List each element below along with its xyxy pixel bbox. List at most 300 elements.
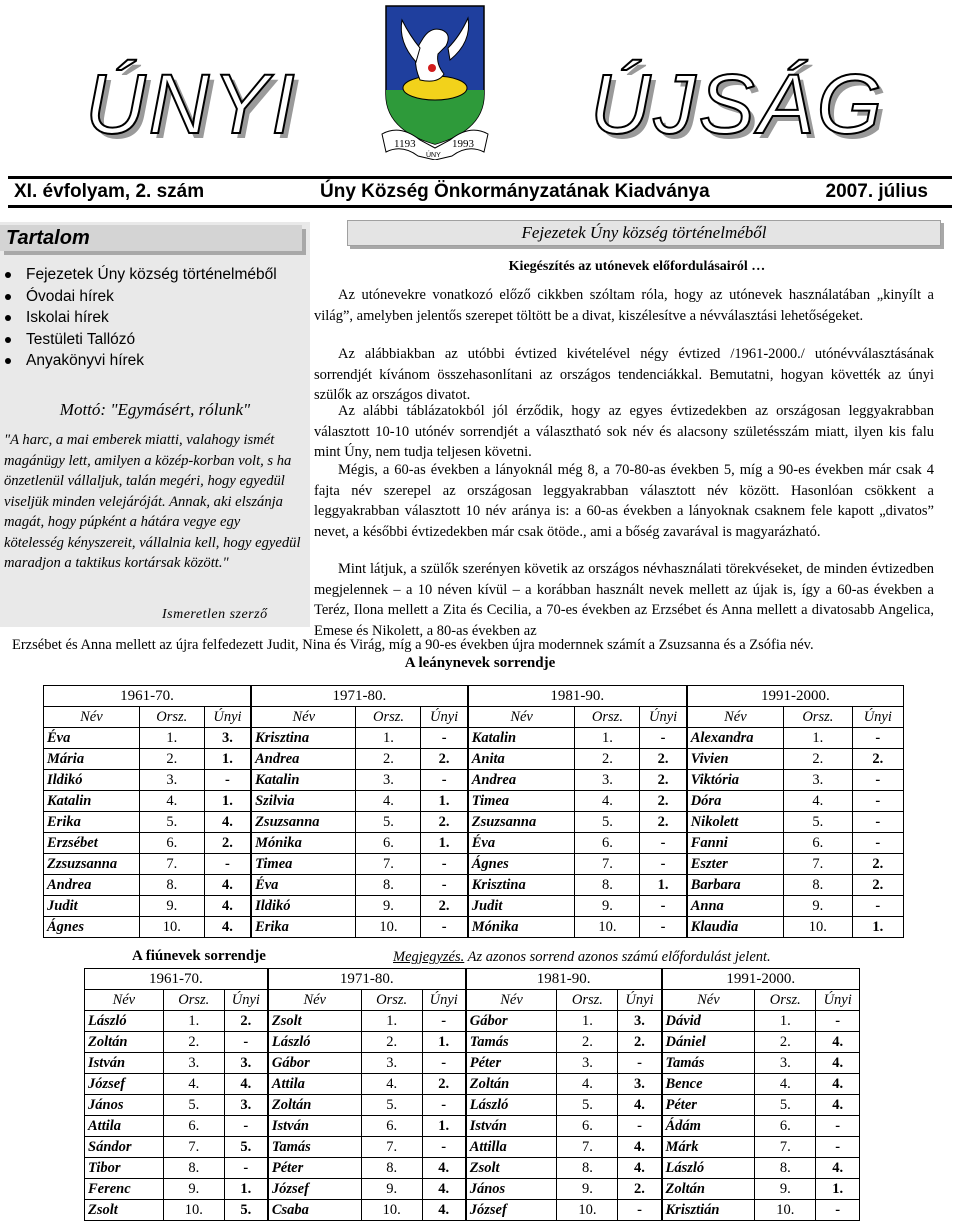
name-cell: József [85,1074,164,1095]
local-count-cell: 2. [852,854,903,875]
name-cell: Barbara [687,875,784,896]
national-rank-cell: 6. [139,833,204,854]
national-rank-cell: 2. [163,1032,224,1053]
local-count-cell: 1. [422,1032,466,1053]
section-heading: Fejezetek Úny község történelméből [347,220,941,246]
table-row [44,791,904,812]
national-rank-cell: 9. [557,1179,618,1200]
national-rank-cell: 10. [755,1200,816,1221]
girls-names-table [43,685,904,938]
town-crest-emblem [380,2,490,160]
name-cell: Alexandra [687,728,784,749]
table-row [85,1179,860,1200]
name-cell: Attila [268,1074,361,1095]
column-header: Név [468,707,575,728]
name-cell: István [85,1053,164,1074]
name-cell: Anna [687,896,784,917]
national-rank-cell: 2. [755,1032,816,1053]
local-count-cell: - [852,770,903,791]
column-header: Únyi [852,707,903,728]
local-count-cell: 2. [618,1032,662,1053]
table-row [85,1074,860,1095]
local-count-cell: - [224,1116,268,1137]
column-header: Név [268,990,361,1011]
column-header: Orsz. [361,990,422,1011]
national-rank-cell: 7. [755,1137,816,1158]
table-row [85,1158,860,1179]
local-count-cell: 2. [640,791,687,812]
name-cell: Zoltán [466,1074,557,1095]
national-rank-cell: 1. [755,1011,816,1032]
national-rank-cell: 1. [784,728,852,749]
toc-item[interactable]: Óvodai hírek [0,286,277,308]
name-cell: László [466,1095,557,1116]
toc-item[interactable]: Anyakönyvi hírek [0,350,277,372]
local-count-cell: 4. [204,812,251,833]
national-rank-cell: 9. [755,1179,816,1200]
local-count-cell: - [422,1053,466,1074]
local-count-cell: - [816,1116,860,1137]
motto-text: "A harc, a mai emberek miatti, valahogy ismét magánügy lett, amilyen a közép-korban volt, s ha önzetlenül vállaljuk, talán megéri, hogy egyedül viseljük minden velejáróját. Annak, aki elszánja magát, hogy púpként a hátára vegye egy kötelesség kényszereit, vállalnia kell, hogy egyedül maradjon a taktikus kortársak között." [4,432,301,571]
local-count-cell: 4. [224,1074,268,1095]
national-rank-cell: 10. [557,1200,618,1221]
local-count-cell: 2. [421,749,468,770]
national-rank-cell: 7. [139,854,204,875]
name-cell: Timea [468,791,575,812]
column-header: Név [85,990,164,1011]
national-rank-cell: 9. [575,896,640,917]
article-subtitle: Kiegészítés az utónevek előfordulásairól … [508,259,766,274]
name-cell: Vivien [687,749,784,770]
name-cell: Katalin [251,770,356,791]
name-cell: Dávid [662,1011,755,1032]
name-cell: Zsuzsanna [251,812,356,833]
local-count-cell: 4. [204,875,251,896]
column-header-row [85,990,860,1011]
name-cell: Éva [44,728,140,749]
national-rank-cell: 4. [575,791,640,812]
national-rank-cell: 6. [356,833,421,854]
local-count-cell: - [422,1137,466,1158]
column-header: Orsz. [784,707,852,728]
name-cell: Ildikó [251,896,356,917]
local-count-cell: - [852,812,903,833]
national-rank-cell: 4. [139,791,204,812]
name-cell: József [268,1179,361,1200]
local-count-cell: 1. [421,791,468,812]
name-cell: Fanni [687,833,784,854]
name-cell: Erzsébet [44,833,140,854]
crest-year-left: 1193 [394,138,416,150]
local-count-cell: - [224,1032,268,1053]
article-paragraph: Az utónevekre vonatkozó előző cikkben szóltam róla, hogy az utónevek használatában „kinyílt a világ”, amelyben jelentős szerepet töltött be a divat, kiszélesítve a névválasztási lehetőségeket. [314,287,934,324]
national-rank-cell: 8. [356,875,421,896]
name-cell: Tibor [85,1158,164,1179]
column-header-row [44,707,904,728]
local-count-cell: - [852,728,903,749]
local-count-cell: 4. [816,1032,860,1053]
period-header: 1961-70. [44,686,252,707]
name-cell: István [466,1116,557,1137]
crest-town-name: ÚNY [426,152,441,159]
name-cell: Katalin [468,728,575,749]
boys-table-title: A fiúnevek sorrendje [132,948,266,964]
name-cell: Bence [662,1074,755,1095]
local-count-cell: - [204,854,251,875]
crest-red-drop [428,64,436,72]
local-count-cell: 4. [422,1158,466,1179]
name-cell: Ferenc [85,1179,164,1200]
national-rank-cell: 1. [575,728,640,749]
article-paragraph: Az alábbi táblázatokból jól érződik, hogy az egyes évtizedekben az országosan leggyakrabban választott 10-10 utónév sorrendjét a választható sok név és alacsony születésszám miatt, ilyen kis falu mint Úny, nem tudja teljesen követni. [314,403,934,461]
period-header-row [44,686,904,707]
name-cell: Sándor [85,1137,164,1158]
note-lead: Megjegyzés. [393,949,465,965]
local-count-cell: 2. [422,1074,466,1095]
national-rank-cell: 8. [755,1158,816,1179]
national-rank-cell: 2. [575,749,640,770]
local-count-cell: 5. [224,1200,268,1221]
column-header: Orsz. [163,990,224,1011]
name-cell: Andrea [468,770,575,791]
table-row [44,770,904,791]
toc-item[interactable]: Iskolai hírek [0,307,277,329]
local-count-cell: 5. [224,1137,268,1158]
national-rank-cell: 1. [557,1011,618,1032]
name-cell: János [85,1095,164,1116]
table-row [44,749,904,770]
national-rank-cell: 3. [163,1053,224,1074]
name-cell: Zsuzsanna [468,812,575,833]
national-rank-cell: 9. [356,896,421,917]
boys-names-table [84,968,860,1221]
name-cell: Attilla [466,1137,557,1158]
name-cell: Ildikó [44,770,140,791]
national-rank-cell: 2. [356,749,421,770]
local-count-cell: 4. [204,896,251,917]
local-count-cell: - [618,1116,662,1137]
table-row [44,875,904,896]
national-rank-cell: 2. [784,749,852,770]
name-cell: Dóra [687,791,784,812]
national-rank-cell: 6. [557,1116,618,1137]
national-rank-cell: 5. [575,812,640,833]
article-paragraph: Az alábbiakban az utóbbi évtized kivételével négy évtized /1961-2000./ utónévválasztásának sorrendjét kívánom összehasonlítani az országos tendenciákkal. Bemutatni, hogyan követték az únyi szülők az országos divatot. [314,346,934,404]
local-count-cell: - [224,1158,268,1179]
local-count-cell: 2. [640,749,687,770]
name-cell: Judit [44,896,140,917]
period-header: 1991-2000. [687,686,904,707]
national-rank-cell: 6. [163,1116,224,1137]
local-count-cell: 2. [852,749,903,770]
local-count-cell: 2. [852,875,903,896]
local-count-cell: 3. [204,728,251,749]
column-header: Únyi [204,707,251,728]
issue-publisher: Úny Község Önkormányzatának Kiadványa [320,181,710,202]
name-cell: István [268,1116,361,1137]
name-cell: Eszter [687,854,784,875]
local-count-cell: - [421,854,468,875]
local-count-cell: - [640,728,687,749]
national-rank-cell: 9. [139,896,204,917]
local-count-cell: 3. [618,1011,662,1032]
name-cell: Klaudia [687,917,784,938]
national-rank-cell: 4. [361,1074,422,1095]
local-count-cell: 1. [204,791,251,812]
national-rank-cell: 10. [163,1200,224,1221]
toc-title: Tartalom [0,225,302,251]
national-rank-cell: 10. [356,917,421,938]
issue-date: 2007. július [825,181,928,202]
local-count-cell: 2. [640,812,687,833]
table-row [85,1032,860,1053]
local-count-cell: 1. [204,749,251,770]
national-rank-cell: 5. [139,812,204,833]
local-count-cell: - [852,896,903,917]
name-cell: Tamás [466,1032,557,1053]
name-cell: Timea [251,854,356,875]
name-cell: Csaba [268,1200,361,1221]
local-count-cell: - [816,1137,860,1158]
name-cell: Péter [268,1158,361,1179]
name-cell: Zsolt [268,1011,361,1032]
national-rank-cell: 10. [784,917,852,938]
column-header: Név [687,707,784,728]
local-count-cell: 1. [224,1179,268,1200]
local-count-cell: - [421,917,468,938]
national-rank-cell: 6. [755,1116,816,1137]
national-rank-cell: 3. [755,1053,816,1074]
national-rank-cell: 1. [163,1011,224,1032]
national-rank-cell: 1. [361,1011,422,1032]
local-count-cell: 3. [224,1095,268,1116]
local-count-cell: - [640,854,687,875]
name-cell: Attila [85,1116,164,1137]
national-rank-cell: 5. [356,812,421,833]
name-cell: Tamás [662,1053,755,1074]
local-count-cell: - [421,875,468,896]
name-cell: Zoltán [268,1095,361,1116]
table-row [85,1011,860,1032]
national-rank-cell: 6. [575,833,640,854]
national-rank-cell: 6. [361,1116,422,1137]
name-cell: Zzsuzsanna [44,854,140,875]
contents-sidebar [0,222,310,627]
name-cell: Gábor [466,1011,557,1032]
national-rank-cell: 8. [784,875,852,896]
national-rank-cell: 4. [755,1074,816,1095]
national-rank-cell: 6. [784,833,852,854]
masthead-title-right: ÚJSÁG [590,57,886,151]
name-cell: Erika [251,917,356,938]
name-cell: Nikolett [687,812,784,833]
motto-author: Ismeretlen szerző [162,607,268,622]
national-rank-cell: 10. [361,1200,422,1221]
local-count-cell: 4. [816,1053,860,1074]
name-cell: Mónika [251,833,356,854]
column-header: Orsz. [356,707,421,728]
period-header-row [85,969,860,990]
table-note [393,949,771,966]
name-cell: Andrea [251,749,356,770]
name-cell: László [85,1011,164,1032]
local-count-cell: 4. [816,1158,860,1179]
national-rank-cell: 8. [163,1158,224,1179]
name-cell: Andrea [44,875,140,896]
local-count-cell: 4. [422,1200,466,1221]
table-row [85,1053,860,1074]
period-header: 1991-2000. [662,969,860,990]
local-count-cell: 4. [618,1137,662,1158]
period-header: 1961-70. [85,969,268,990]
table-row [85,1200,860,1221]
name-cell: Viktória [687,770,784,791]
article-paragraph: Mint látjuk, a szülők szerényen követik az országos névhasználati törekvéseket, de minden évtizedben megjelennek – a 10 néven kívül – a korábban használt nevek mellett az újak is, így a 60-as években a Teréz, Ilona mellett a Zita és Cecilia, a 70-es években az Erzsébet és Anna mellett a divatosabb Angelica, Emese és Nikolett, a 80-as években az [314,561,934,639]
local-count-cell: 2. [224,1011,268,1032]
issue-info-bar [8,176,952,208]
local-count-cell: 4. [816,1074,860,1095]
name-cell: Ádám [662,1116,755,1137]
column-header: Orsz. [139,707,204,728]
name-cell: Márk [662,1137,755,1158]
local-count-cell: 1. [640,875,687,896]
column-header: Orsz. [557,990,618,1011]
column-header: Orsz. [755,990,816,1011]
national-rank-cell: 8. [139,875,204,896]
motto-title: Mottó: "Egymásért, rólunk" [59,400,251,419]
national-rank-cell: 7. [784,854,852,875]
national-rank-cell: 2. [139,749,204,770]
name-cell: Erika [44,812,140,833]
name-cell: Zoltán [662,1179,755,1200]
table-row [44,812,904,833]
national-rank-cell: 7. [361,1137,422,1158]
table-row [44,854,904,875]
name-cell: László [662,1158,755,1179]
national-rank-cell: 10. [575,917,640,938]
local-count-cell: 2. [421,812,468,833]
column-header: Únyi [224,990,268,1011]
local-count-cell: 1. [852,917,903,938]
period-header: 1981-90. [468,686,687,707]
national-rank-cell: 3. [575,770,640,791]
name-cell: Éva [251,875,356,896]
name-cell: Mónika [468,917,575,938]
national-rank-cell: 1. [356,728,421,749]
column-header: Únyi [421,707,468,728]
name-cell: Péter [662,1095,755,1116]
period-header: 1971-80. [251,686,468,707]
national-rank-cell: 3. [356,770,421,791]
name-cell: Zoltán [85,1032,164,1053]
local-count-cell: 4. [204,917,251,938]
name-cell: Gábor [268,1053,361,1074]
name-cell: Péter [466,1053,557,1074]
column-header: Únyi [640,707,687,728]
local-count-cell: - [640,833,687,854]
local-count-cell: 4. [816,1095,860,1116]
local-count-cell: 3. [224,1053,268,1074]
local-count-cell: 4. [618,1158,662,1179]
national-rank-cell: 10. [139,917,204,938]
local-count-cell: - [422,1095,466,1116]
girls-table-title: A leánynevek sorrendje [404,655,556,671]
name-cell: József [466,1200,557,1221]
national-rank-cell: 3. [557,1053,618,1074]
name-cell: Tamás [268,1137,361,1158]
masthead-title-left: ÚNYI [85,57,298,151]
national-rank-cell: 3. [361,1053,422,1074]
table-row [85,1137,860,1158]
name-cell: Judit [468,896,575,917]
table-row [44,728,904,749]
local-count-cell: 2. [618,1179,662,1200]
local-count-cell: - [852,791,903,812]
local-count-cell: 4. [618,1095,662,1116]
name-cell: Mária [44,749,140,770]
toc-item[interactable]: Fejezetek Úny község történelméből [0,264,277,286]
table-row [44,896,904,917]
column-header: Név [466,990,557,1011]
national-rank-cell: 4. [784,791,852,812]
national-rank-cell: 5. [784,812,852,833]
name-cell: Szilvia [251,791,356,812]
local-count-cell: 3. [618,1074,662,1095]
column-header: Únyi [422,990,466,1011]
toc-item[interactable]: Testületi Tallózó [0,329,277,351]
table-row [85,1095,860,1116]
national-rank-cell: 5. [163,1095,224,1116]
national-rank-cell: 4. [557,1074,618,1095]
local-count-cell: - [618,1200,662,1221]
crest-year-right: 1993 [452,138,474,150]
name-cell: Zsolt [85,1200,164,1221]
national-rank-cell: 4. [163,1074,224,1095]
national-rank-cell: 5. [361,1095,422,1116]
local-count-cell: - [640,896,687,917]
local-count-cell: - [816,1200,860,1221]
national-rank-cell: 8. [557,1158,618,1179]
national-rank-cell: 2. [557,1032,618,1053]
column-header: Név [44,707,140,728]
local-count-cell: - [204,770,251,791]
column-header: Únyi [618,990,662,1011]
national-rank-cell: 3. [784,770,852,791]
local-count-cell: 1. [816,1179,860,1200]
column-header: Név [251,707,356,728]
table-row [44,833,904,854]
column-header: Név [662,990,755,1011]
name-cell: Zsolt [466,1158,557,1179]
period-header: 1981-90. [466,969,662,990]
period-header: 1971-80. [268,969,466,990]
national-rank-cell: 5. [557,1095,618,1116]
local-count-cell: 2. [421,896,468,917]
local-count-cell: - [816,1011,860,1032]
national-rank-cell: 7. [356,854,421,875]
national-rank-cell: 7. [575,854,640,875]
issue-volume: XI. évfolyam, 2. szám [14,181,205,202]
local-count-cell: - [852,833,903,854]
national-rank-cell: 8. [575,875,640,896]
national-rank-cell: 7. [163,1137,224,1158]
table-row [85,1116,860,1137]
national-rank-cell: 3. [139,770,204,791]
column-header: Únyi [816,990,860,1011]
name-cell: Dániel [662,1032,755,1053]
national-rank-cell: 2. [361,1032,422,1053]
name-cell: Krisztián [662,1200,755,1221]
